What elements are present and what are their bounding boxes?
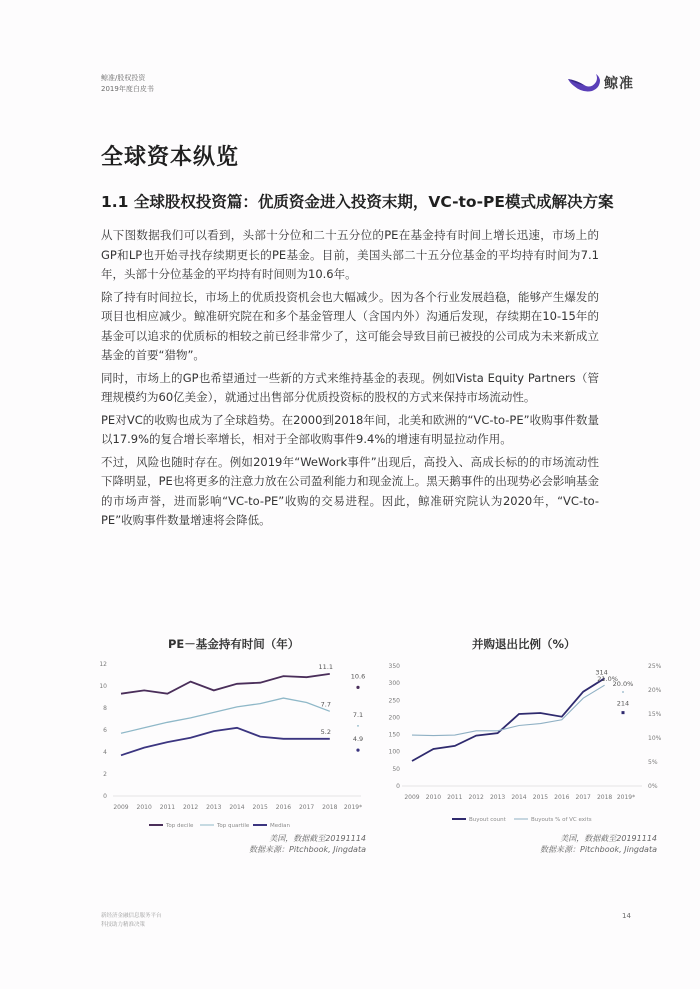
- y-tick-label: 150: [388, 731, 400, 739]
- y2-tick-label: 15%: [648, 711, 662, 718]
- x-tick-label: 2016: [554, 794, 570, 801]
- data-point-2019: [356, 749, 359, 752]
- legend-label: Buyouts % of VC exits: [531, 817, 592, 823]
- data-label: 5.2: [320, 727, 331, 736]
- x-tick-label: 2010: [136, 804, 152, 811]
- x-tick-label: 2015: [532, 794, 549, 801]
- y-tick-label: 12: [99, 661, 107, 668]
- legend-label: Top quartile: [217, 823, 250, 829]
- data-label: 214: [616, 699, 630, 708]
- body-text: [101, 226, 599, 534]
- series-line-buyouts-of-vc-exits: [412, 685, 605, 735]
- y-tick-label: 2: [103, 771, 107, 778]
- legend-label: Median: [270, 823, 291, 829]
- section-title: 全球资本纵览: [101, 145, 240, 170]
- y-tick-label: 350: [388, 663, 400, 670]
- y-tick-label: 200: [388, 714, 400, 722]
- chart1-source: [180, 833, 366, 855]
- data-point-2019: [356, 686, 359, 689]
- paragraph: 不过，风险也随时存在。例如2019年“WeWork事件”出现后，高投入、高成长标的的市场流动性下降明显，PE也将更多的注意力放在公司盈利能力和现金流上。黑天鹅事件的出现势必会影响基金的市场声誉，进而影响“VC-to-PE”收购的交易进程。因此，鲸准研究院认为2020年，“VC-to-PE”收购事件数量增速将会降低。: [101, 454, 599, 527]
- series-line-median: [121, 728, 330, 756]
- paragraph: PE对VC的收购也成为了全球趋势。在2000到2018年间，北美和欧洲的“VC-to-PE”收购事件数量以17.9%的复合增长率增长，相对于全部收购事件9.4%的增速有明显拉动作用。: [101, 412, 599, 446]
- chart2-source: [470, 833, 657, 855]
- footer-line-1: 新经济金融信息服务平台: [101, 913, 162, 919]
- x-tick-label: 2010: [425, 794, 442, 801]
- x-tick-label: 2017: [298, 804, 315, 811]
- y2-tick-label: 25%: [648, 663, 662, 670]
- x-tick-label: 2019*: [343, 804, 363, 811]
- data-label: 20.0%: [612, 680, 634, 688]
- x-tick-label: 2014: [511, 794, 527, 801]
- x-tick-label: 2012: [468, 794, 484, 801]
- chart1-title: PE－基金持有时间（年）: [168, 637, 300, 651]
- data-label: 7.1: [352, 710, 364, 719]
- y-tick-label: 6: [103, 727, 107, 734]
- chart1-source-line-2: 数据来源：Pitchbook, Jingdata: [249, 845, 366, 854]
- y-tick-label: 50: [392, 765, 400, 773]
- y2-tick-label: 20%: [648, 687, 662, 694]
- x-tick-label: 2011: [159, 804, 176, 811]
- x-tick-label: 2019*: [616, 794, 636, 801]
- series-line-top-quartile: [121, 698, 330, 733]
- document-footer: [101, 912, 162, 930]
- y-tick-label: 10: [99, 683, 107, 690]
- data-label: 314: [595, 668, 608, 677]
- y2-tick-label: 0%: [648, 783, 658, 790]
- x-tick-label: 2014: [229, 804, 245, 811]
- y-tick-label: 0: [396, 783, 400, 790]
- header-line-2: 2019年度白皮书: [101, 85, 154, 93]
- chart1-source-line-1: 美国，数据截至20191114: [269, 834, 366, 843]
- holding-period-chart: [95, 655, 375, 835]
- buyout-exit-chart: [380, 655, 670, 835]
- chart2-source-line-1: 美国，数据截至20191114: [560, 834, 657, 843]
- x-tick-label: 2017: [575, 794, 591, 801]
- paragraph: 从下图数据我们可以看到，头部十分位和二十五分位的PE在基金持有时间上增长迅速，市场上的GP和LP也开始寻找存续期更长的PE基金。目前，美国头部二十五分位基金的平均持有时间为7.1年，头部十分位基金的平均持有时间则为10.6年。: [101, 228, 599, 281]
- data-label: 10.6: [350, 672, 366, 681]
- data-label: 4.9: [352, 735, 364, 744]
- paragraph: 除了持有时间拉长，市场上的优质投资机会也大幅减少。因为各个行业发展趋稳，能够产生爆发的项目也相应减少。鲸准研究院在和多个基金管理人（含国内外）沟通后发现，存续期在10-15年的基金可以追求的优质标的相较之前已经非常少了，这可能会导致目前已被投的公司成为未来新成立基金的首要“猎物”。: [101, 289, 599, 362]
- x-tick-label: 2009: [404, 794, 420, 801]
- header-line-1: 鲸准/股权投资: [101, 74, 146, 82]
- y-tick-label: 300: [388, 680, 400, 688]
- data-point-2019: [622, 691, 624, 693]
- x-tick-label: 2013: [206, 804, 222, 811]
- data-label: 21.0%: [597, 675, 618, 684]
- series-line-buyout-count: [412, 678, 605, 761]
- x-tick-label: 2015: [252, 804, 268, 811]
- legend-label: Buyout count: [469, 817, 506, 823]
- x-tick-label: 2011: [447, 794, 463, 801]
- y-tick-label: 4: [103, 749, 107, 756]
- x-tick-label: 2016: [275, 804, 292, 811]
- chart2-title: 并购退出比例（%）: [472, 637, 576, 651]
- x-tick-label: 2009: [113, 804, 129, 811]
- y2-tick-label: 5%: [648, 759, 658, 766]
- x-tick-label: 2012: [182, 804, 199, 811]
- legend-label: Top decile: [166, 823, 194, 829]
- data-point-2019: [622, 711, 625, 714]
- page-number: 14: [622, 912, 631, 920]
- chart2-source-line-2: 数据来源：Pitchbook, Jingdata: [540, 845, 657, 854]
- x-tick-label: 2018: [322, 804, 338, 811]
- paragraph: 同时，市场上的GP也希望通过一些新的方式来维持基金的表现。例如Vista Equity Partners（管理规模约为60亿美金），就通过出售部分优质投资标的股权的方式来保持市场流动性。: [101, 370, 599, 404]
- data-point-2019: [357, 725, 359, 727]
- x-tick-label: 2013: [489, 794, 506, 801]
- series-line-top-decile: [121, 674, 330, 694]
- y-tick-label: 100: [388, 748, 400, 756]
- y2-tick-label: 10%: [648, 735, 662, 742]
- x-tick-label: 2018: [596, 794, 613, 801]
- footer-line-2: 科技助力精准决策: [101, 922, 146, 928]
- data-label: 11.1: [318, 662, 334, 671]
- data-label: 7.7: [320, 700, 331, 709]
- y-tick-label: 250: [388, 697, 400, 705]
- subsection-title: 1.1 全球股权投资篇：优质资金进入投资末期，VC-to-PE模式成解决方案: [101, 193, 614, 211]
- whale-logo-icon: [566, 72, 602, 94]
- brand-name: 鲸准: [604, 76, 634, 92]
- y-tick-label: 8: [103, 705, 107, 712]
- document-header: [101, 73, 154, 95]
- y-tick-label: 0: [103, 793, 107, 800]
